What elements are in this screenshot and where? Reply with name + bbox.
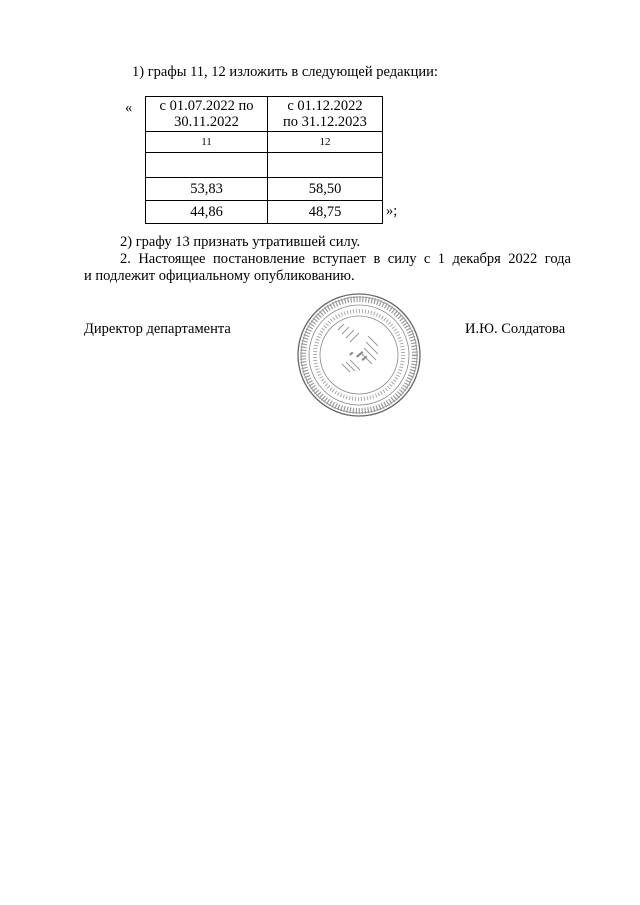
table-cell: 44,86 xyxy=(146,201,268,224)
table-header-row xyxy=(146,97,383,132)
opening-quote: « xyxy=(125,100,133,116)
table-column-number-row xyxy=(146,132,383,153)
signer-name: И.Ю. Солдатова xyxy=(465,321,566,337)
signer-position: Директор департамента xyxy=(84,321,231,337)
effective-date-line2: и подлежит официальному опубликованию. xyxy=(84,268,355,284)
header-col11-line2: 30.11.2022 xyxy=(174,114,239,130)
effective-date-line1: 2. Настоящее постановление вступает в силу с 1 декабря 2022 года xyxy=(120,251,571,267)
table-cell: 53,83 xyxy=(146,178,268,201)
header-col12-line2: по 31.12.2023 xyxy=(283,114,367,130)
rates-table xyxy=(145,96,383,224)
table-row xyxy=(146,201,383,224)
table-row xyxy=(146,178,383,201)
closing-quote: »; xyxy=(386,203,398,219)
column-number-12: 12 xyxy=(268,132,383,153)
item-2-line: 2) графу 13 признать утратившей силу. xyxy=(120,234,361,250)
table-cell: 48,75 xyxy=(268,201,383,224)
header-col11-line1: с 01.07.2022 по xyxy=(159,98,254,114)
official-seal-icon xyxy=(296,292,422,418)
header-col12-line1: с 01.12.2022 xyxy=(287,98,363,114)
column-number-11: 11 xyxy=(146,132,268,153)
header-cell-col12 xyxy=(268,97,383,132)
table-row xyxy=(146,153,383,178)
table-cell xyxy=(146,153,268,178)
table-cell: 58,50 xyxy=(268,178,383,201)
intro-line: 1) графы 11, 12 изложить в следующей редакции: xyxy=(132,64,438,80)
header-cell-col11 xyxy=(146,97,268,132)
table-cell xyxy=(268,153,383,178)
